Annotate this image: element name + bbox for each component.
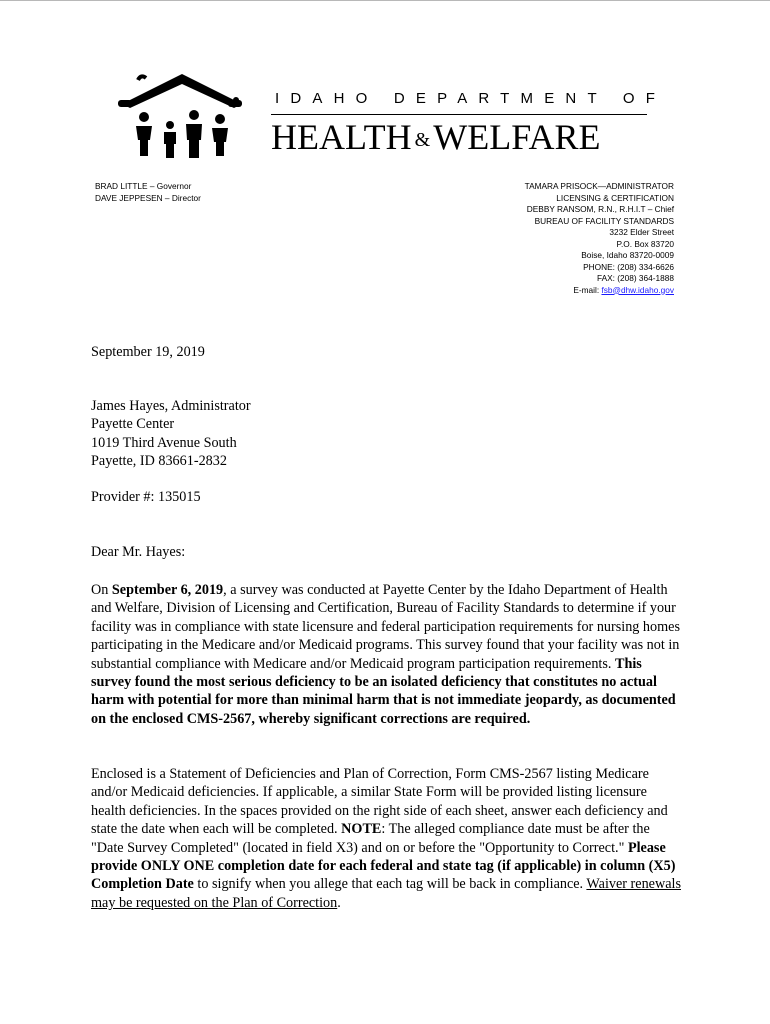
bureau-contact-block — [525, 181, 674, 296]
chief-line: DEBBY RANSOM, R.N., R.H.I.T – Chief — [526, 204, 674, 214]
recipient-city: Payette, ID 83661-2832 — [91, 453, 227, 470]
email-line — [525, 285, 674, 297]
recipient-street: 1019 Third Avenue South — [91, 434, 237, 451]
agency-name — [271, 115, 601, 162]
administrator-line: TAMARA PRISOCK—ADMINISTRATOR — [524, 181, 674, 191]
p2-text-1: Enclosed is a Statement of Deficiencies and Plan of Correction, Form CMS-2567 listing Medicare and/or Medicaid deficiencies. If applicable, a similar State Form will be provided listing licensure health deficiencies. In the spaces provided on the right side of each sheet, answer each deficiency and state the date when each will be completed. — [91, 766, 668, 838]
agency-name-part2: WELFARE — [433, 117, 601, 157]
p2-text-4: . — [337, 894, 341, 911]
p2-completion-instruction: Please provide ONLY ONE completion date for each federal and state tag (if applicable) in column (X5) Completion Date — [91, 839, 676, 893]
agency-name-part1: HEALTH — [271, 117, 412, 157]
fax-line: FAX: (208) 364-1888 — [596, 273, 674, 283]
department-heading: IDAHO DEPARTMENT OF — [275, 90, 667, 107]
p1-survey-date: September 6, 2019 — [111, 582, 224, 598]
p2-text-2: : The alleged compliance date must be after the "Date Survey Completed" (located in field X3) and on or before the "Opportunity to Correct." — [91, 821, 650, 856]
provider-number: Provider #: 135015 — [91, 489, 201, 505]
page-top-border — [0, 0, 770, 1]
recipient-name: James Hayes, Administrator — [91, 398, 251, 414]
division-line: LICENSING & CERTIFICATION — [556, 192, 674, 203]
director-line: DAVE JEPPESEN – Director — [95, 192, 201, 203]
recipient-address — [91, 397, 681, 471]
p2-waiver-note: Waiver renewals may be requested on the Plan of Correction — [91, 876, 681, 911]
p2-text-3: to signify when you allege that each tag will be back in compliance. — [193, 876, 587, 893]
salutation: Dear Mr. Hayes: — [91, 544, 186, 560]
agency-name-ampersand: & — [414, 129, 431, 151]
p1-text-1: On — [91, 582, 112, 598]
survey-findings-paragraph — [91, 581, 681, 728]
family-logo-icon — [116, 70, 246, 160]
letter-date: September 19, 2019 — [91, 344, 205, 360]
phone-line: PHONE: (208) 334-6626 — [583, 261, 674, 272]
p1-severity-statement: This survey found the most serious deficiency to be an isolated deficiency that constitutes no actual harm with potential for more than minimal harm that is not immediate jeopardy, as documented on the enclosed CMS-2567, whereby significant corrections are required. — [91, 655, 676, 727]
email-link[interactable]: fsb@dhw.idaho.gov — [601, 284, 674, 295]
bureau-line: BUREAU OF FACILITY STANDARDS — [534, 215, 674, 226]
p2-note-label: NOTE — [341, 821, 382, 838]
email-label: E-mail: — [573, 284, 600, 295]
recipient-facility: Payette Center — [91, 416, 175, 433]
city-line: Boise, Idaho 83720-0009 — [581, 250, 674, 260]
p1-text-2: , a survey was conducted at Payette Center by the Idaho Department of Health and Welfare, Division of Licensing and Certification, Bureau of Facility Standards to determine if your facility was in compliance with state licensure and federal participation requirements for nursing homes participating in the Medicare and/or Medicaid programs. This survey found that your facility was not in substantial compliance with Medicare and/or Medicaid program participation requirements. — [91, 582, 680, 672]
street-line: 3232 Elder Street — [609, 227, 674, 237]
governor-line: BRAD LITTLE – Governor — [95, 181, 192, 191]
officials-block — [95, 181, 201, 204]
plan-of-correction-paragraph — [91, 765, 681, 912]
pobox-line: P.O. Box 83720 — [616, 238, 674, 249]
